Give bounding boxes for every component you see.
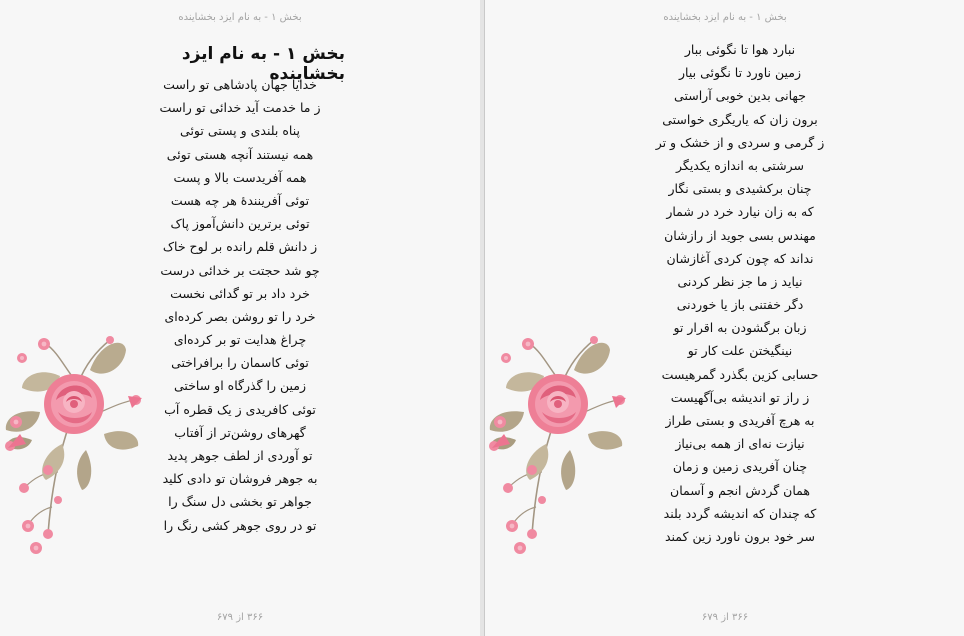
- verse-line: خرد را تو روشن بصر کرده‌ای: [164, 308, 316, 324]
- verse-line: نیازت نه‌ای از همه بی‌نیاز: [675, 436, 805, 452]
- verse-line: جواهر تو بخشی دل سنگ را: [168, 494, 312, 510]
- verse-line: چنان برکشیدی و بستی نگار: [668, 181, 812, 197]
- verse-line: ز راز تو اندیشه بی‌آگهیست: [670, 389, 810, 405]
- verse-line: ز دانش قلم رانده بر لوح خاک: [162, 239, 318, 255]
- verse-line: دگر خفتنی باز یا خوردنی: [676, 297, 804, 313]
- verse-line: چنان آفریدی زمین و زمان: [672, 459, 808, 475]
- verse-line: همه نیستند آنچه هستی توئی: [166, 146, 314, 162]
- rose-bouquet-icon: [0, 322, 150, 562]
- verse-line: حسابی کزین بگذرد گمرهیست: [661, 366, 819, 382]
- verse-line: زمین را گذرگاه او ساختی: [174, 378, 306, 394]
- page-number: ۳۶۶ از ۶۷۹: [701, 612, 749, 623]
- verse-line: خدایا جهان پادشاهی تو راست: [163, 77, 317, 92]
- verse-line: تو در روی جوهر کشی رنگ را: [163, 517, 317, 533]
- verse-line: نینگیختن علت کار تو: [687, 343, 793, 359]
- verse-line: زمین ناورد تا نگوئی بیار: [679, 65, 801, 81]
- verse-list: [625, 38, 855, 548]
- verse-line: خرد داد بر تو گدائی نخست: [170, 285, 310, 301]
- running-header: بخش ۱ - به نام ایزد بخشاینده: [663, 12, 787, 23]
- verse-line: نبارد هوا تا نگوئی ببار: [684, 42, 796, 57]
- verse-line: توئی آفریننده‌ٔ هر چه هست: [170, 192, 310, 208]
- verse-line: زبان برگشودن به اقرار تو: [673, 320, 807, 336]
- verse-line: نیاید ز ما جز نظر کردنی: [677, 273, 803, 289]
- verse-line: چراغ هدایت تو بر کرده‌ای: [173, 332, 307, 348]
- running-header: بخش ۱ - به نام ایزد بخشاینده: [178, 12, 302, 23]
- verse-line: سرشتی به اندازه یکدیگر: [676, 157, 804, 173]
- verse-line: گهرهای روشن‌تر از آفتاب: [174, 424, 306, 440]
- verse-line: پناه بلندی و پستی توئی: [180, 123, 300, 139]
- chapter-title: بخش ۱ - به نام ایزد بخشاینده: [181, 44, 345, 84]
- verse-line: به جوهر فروشان تو دادی کلید: [162, 471, 318, 487]
- verse-line: همان گردش انجم و آسمان: [670, 482, 810, 498]
- page-number: ۳۶۶ از ۶۷۹: [216, 612, 264, 623]
- verse-line: که به زان نیارد خرد در شمار: [666, 204, 814, 220]
- verse-line: جهانی بدین خوبی آراستی: [674, 88, 806, 104]
- verse-line: که چندان که اندیشه گردد بلند: [663, 505, 817, 521]
- verse-line: همه آفریدست بالا و پست: [173, 169, 307, 185]
- verse-line: توئی کاسمان را برافراختی: [171, 355, 309, 371]
- verse-line: توئی برترین دانش‌آموز پاک: [170, 216, 310, 232]
- verse-line: چو شد حجتت بر خدائی درست: [160, 262, 320, 278]
- verse-line: تو آوردی از لطف جوهر پدید: [167, 448, 313, 463]
- verse-line: مهندس بسی جوید از رازشان: [664, 227, 816, 243]
- verse-line: ز ما خدمت آید خدائی تو راست: [159, 100, 321, 116]
- verse-line: ز گرمی و سردی و از خشک و تر: [655, 134, 825, 150]
- verse-line: به هرچ آفریدی و بستی طراز: [665, 413, 815, 428]
- verse-list: [130, 73, 350, 537]
- verse-line: سر خود برون ناورد زین کمند: [664, 528, 816, 544]
- rose-bouquet-icon: [484, 322, 634, 562]
- verse-line: نداند که چون کردی آغازشان: [666, 250, 814, 266]
- verse-line: توئی کافریدی ز یک قطره آب: [164, 401, 316, 417]
- verse-line: برون زان که یاریگری خواستی: [662, 111, 818, 127]
